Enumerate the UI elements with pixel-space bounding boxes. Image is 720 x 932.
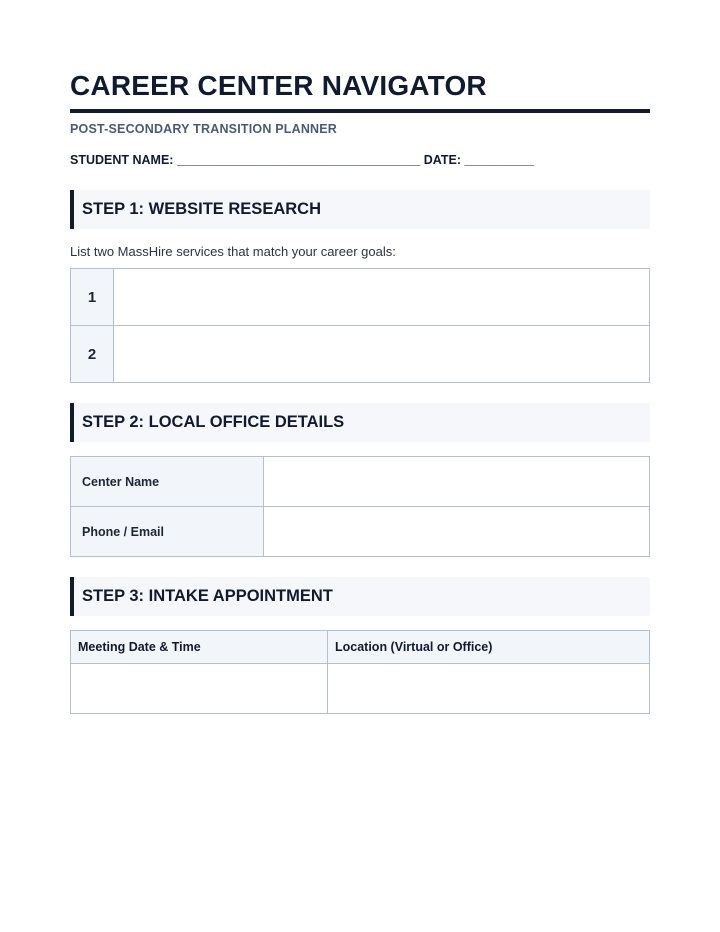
service-answer-field[interactable] xyxy=(114,326,650,383)
table-row xyxy=(71,664,650,714)
location-header: Location (Virtual or Office) xyxy=(328,631,650,664)
table-row xyxy=(71,457,650,507)
step3-heading: STEP 3: INTAKE APPOINTMENT xyxy=(82,587,333,605)
student-name-date-line[interactable]: STUDENT NAME: ___________________________________ DATE: __________ xyxy=(70,153,534,167)
table-row xyxy=(71,326,650,383)
step1-header xyxy=(70,190,650,229)
meeting-date-header: Meeting Date & Time xyxy=(71,631,328,664)
office-details-table xyxy=(70,456,650,557)
location-field[interactable] xyxy=(328,664,650,714)
page-title: CAREER CENTER NAVIGATOR xyxy=(70,70,487,101)
step2-heading: STEP 2: LOCAL OFFICE DETAILS xyxy=(82,413,345,431)
table-row xyxy=(71,507,650,557)
center-name-field[interactable] xyxy=(264,457,650,507)
table-row xyxy=(71,269,650,326)
center-name-label: Center Name xyxy=(71,457,264,507)
step1-heading: STEP 1: WEBSITE RESEARCH xyxy=(82,200,321,218)
table-header-row xyxy=(71,631,650,664)
appointment-table xyxy=(70,630,650,714)
phone-email-label: Phone / Email xyxy=(71,507,264,557)
row-number: 1 xyxy=(71,269,114,326)
services-table xyxy=(70,268,650,383)
row-number: 2 xyxy=(71,326,114,383)
phone-email-field[interactable] xyxy=(264,507,650,557)
title-divider xyxy=(70,109,650,113)
step3-header xyxy=(70,577,650,616)
service-answer-field[interactable] xyxy=(114,269,650,326)
step2-header xyxy=(70,403,650,442)
page-subtitle: POST-SECONDARY TRANSITION PLANNER xyxy=(70,122,338,136)
meeting-date-field[interactable] xyxy=(71,664,328,714)
step1-prompt: List two MassHire services that match your career goals: xyxy=(70,244,396,259)
